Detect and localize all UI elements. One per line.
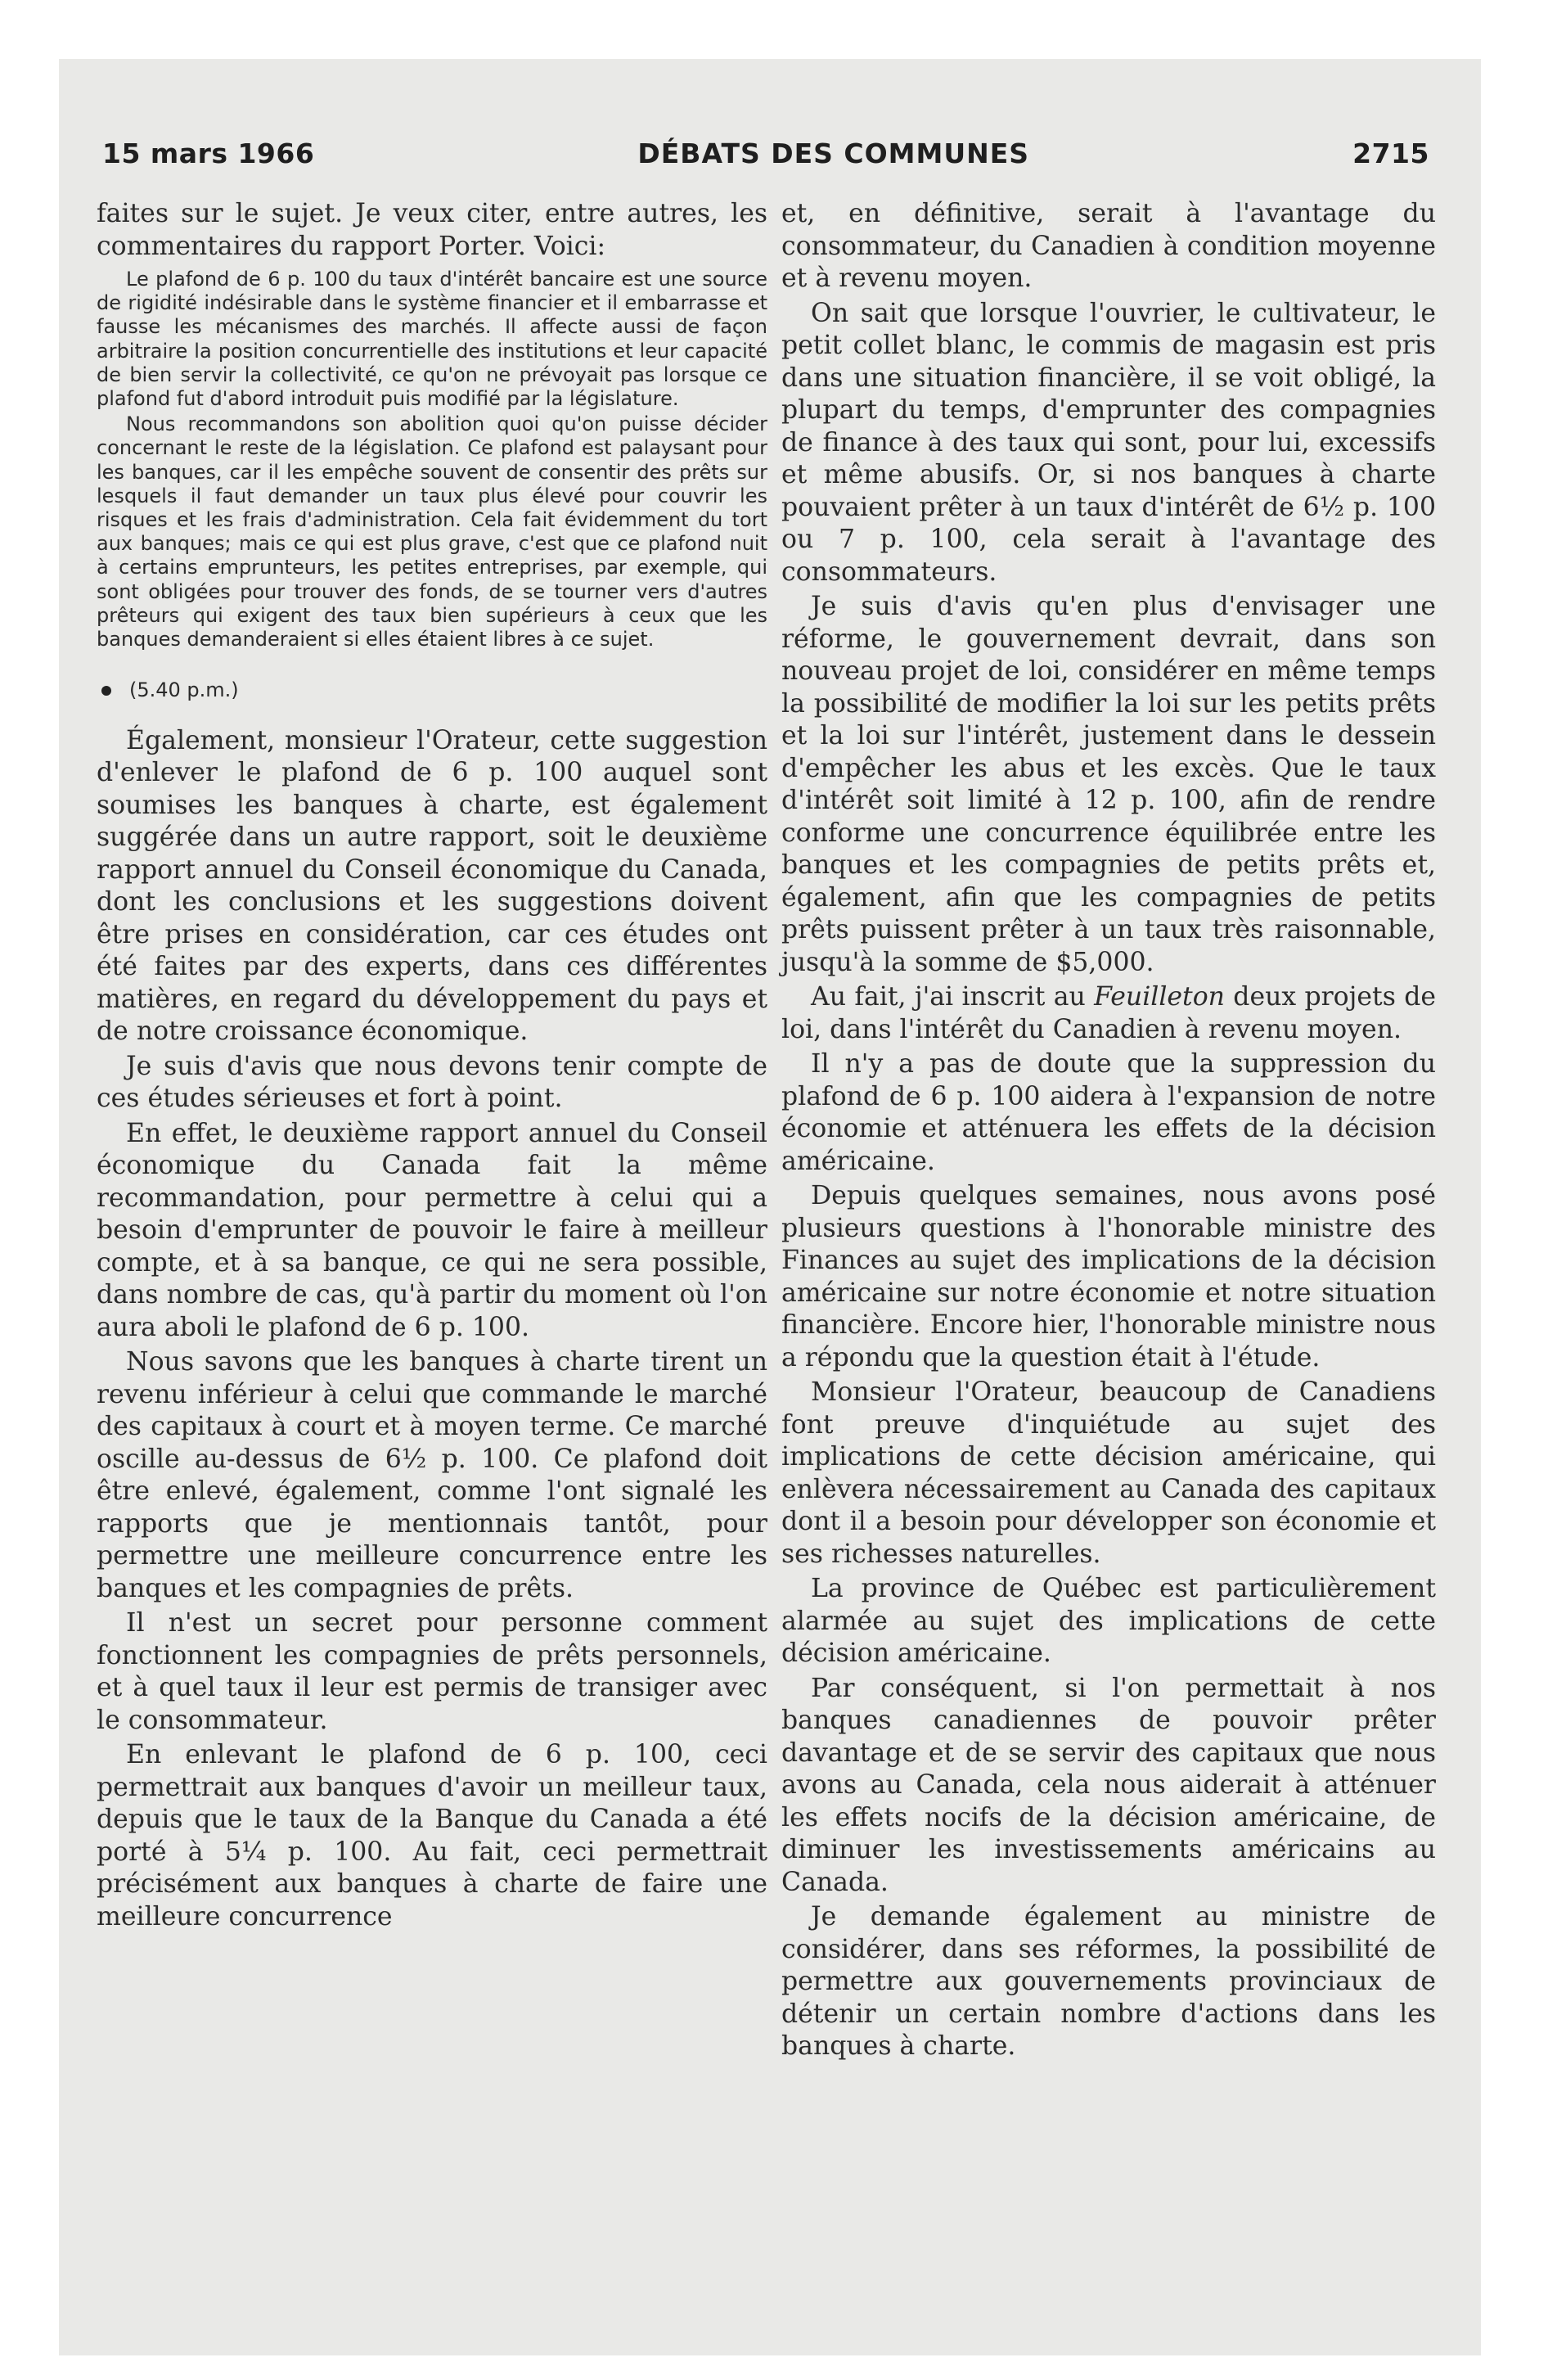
right-paragraph-7: Monsieur l'Orateur, beaucoup de Canadiens font preuve d'inquiétude au sujet des implications de cette décision américaine, qui enlèvera nécessairement au Canada des capitaux dont il a besoin pour développer son économie et ses richesses naturelles. <box>781 1377 1436 1569</box>
right-paragraph-4-start: Au fait, j'ai inscrit au <box>811 982 1095 1012</box>
time-marker-text: (5.40 p.m.) <box>129 678 239 702</box>
time-marker <box>101 674 767 707</box>
right-paragraph-10: Je demande également au ministre de considérer, dans ses réformes, la possibilité de permettre aux gouvernements provinciaux de détenir un certain nombre d'actions dans les banques à charte. <box>781 1902 1436 2061</box>
right-paragraph-8: La province de Québec est particulièrement alarmée au sujet des implications de cette décision américaine. <box>781 1574 1436 1668</box>
right-paragraph-3: Je suis d'avis qu'en plus d'envisager une réforme, le gouvernement devrait, dans son nouveau projet de loi, considérer en même temps la possibilité de modifier la loi sur les petits prêts et la loi sur l'intérêt, justement dans le dessein d'empêcher les abus et les excès. Que le taux d'intérêt soit limité à 12 p. 100, afin de rendre conforme une concurrence équilibrée entre les banques et les compagnies de petits prêts et, également, afin que les compagnies de petits prêts puissent prêter à un taux très raisonnable, jusqu'à la somme de $5,000. <box>781 592 1436 977</box>
left-paragraph-1: Également, monsieur l'Orateur, cette suggestion d'enlever le plafond de 6 p. 100 auquel sont soumises les banques à charte, est également suggérée dans un autre rapport, soit le deuxième rapport annuel du Conseil économique du Canada, dont les conclusions et les suggestions doivent être prises en considération, car ces études ont été faites par des experts, dans ces différentes matières, en regard du développement du pays et de notre croissance économique. <box>97 725 767 1047</box>
left-intro: faites sur le sujet. Je veux citer, entre autres, les commentaires du rapport Porter. Voici: <box>97 199 767 261</box>
left-paragraph-3: En effet, le deuxième rapport annuel du Conseil économique du Canada fait la même recommandation, pour permettre à celui qui a besoin d'emprunter de pouvoir le faire à meilleur compte, et à sa banque, ce qui ne sera possible, dans nombre de cas, qu'à partir du moment où l'on aura aboli le plafond de 6 p. 100. <box>97 1118 767 1342</box>
right-paragraph-4-end: deux projets de loi, dans l'intérêt du Canadien à revenu moyen. <box>781 982 1437 1044</box>
right-paragraph-1: et, en définitive, serait à l'avantage du consommateur, du Canadien à condition moyenne et à revenu moyen. <box>781 199 1436 293</box>
feuilleton-italic: Feuilleton <box>1094 982 1225 1012</box>
right-paragraph-5: Il n'y a pas de doute que la suppression du plafond de 6 p. 100 aidera à l'expansion de notre économie et atténuera les effets de la décision américaine. <box>781 1049 1436 1176</box>
porter-report-quote <box>97 268 767 651</box>
header-title: DÉBATS DES COMMUNES <box>637 137 1030 169</box>
header-page-number: 2715 <box>1352 137 1429 169</box>
bullet-icon <box>101 686 111 696</box>
right-paragraph-9: Par conséquent, si l'on permettait à nos banques canadiennes de pouvoir prêter davantage et de se servir des capitaux que nous avons au Canada, cela nous aiderait à atténuer les effets nocifs de la décision américaine, de diminuer les investissements américains au Canada. <box>781 1673 1436 1897</box>
page-header <box>102 137 1429 169</box>
right-paragraph-6: Depuis quelques semaines, nous avons posé plusieurs questions à l'honorable ministre des Finances au sujet des implications de la décision américaine sur notre économie et notre situation financière. Encore hier, l'honorable ministre nous a répondu que la question était à l'étude. <box>781 1181 1436 1373</box>
right-paragraph-4 <box>781 981 1436 1046</box>
left-column <box>97 198 767 1936</box>
left-paragraph-4: Nous savons que les banques à charte tirent un revenu inférieur à celui que commande le marché des capitaux à court et à moyen terme. Ce marché oscille au-dessus de 6½ p. 100. Ce plafond doit être enlevé, également, comme l'ont signalé les rapports que je mentionnais tantôt, pour permettre une meilleure concurrence entre les banques et les compagnies de prêts. <box>97 1347 767 1603</box>
right-paragraph-2: On sait que lorsque l'ouvrier, le cultivateur, le petit collet blanc, le commis de magasin est pris dans une situation financière, il se voit obligé, la plupart du temps, d'emprunter des compagnies de finance à des taux qui sont, pour lui, excessifs et même abusifs. Or, si nos banques à charte pouvaient prêter à un taux d'intérêt de 6½ p. 100 ou 7 p. 100, cela serait à l'avantage des consommateurs. <box>781 298 1436 587</box>
right-column <box>781 198 1436 2066</box>
left-paragraph-6: En enlevant le plafond de 6 p. 100, ceci permettrait aux banques d'avoir un meilleur taux, depuis que le taux de la Banque du Canada a été porté à 5¼ p. 100. Au fait, ceci permettrait précisément aux banques à charte de faire une meilleure concurrence <box>97 1740 767 1931</box>
header-date: 15 mars 1966 <box>102 137 315 169</box>
left-paragraph-2: Je suis d'avis que nous devons tenir compte de ces études sérieuses et fort à point. <box>97 1051 767 1114</box>
quote-paragraph-2: Nous recommandons son abolition quoi qu'on puisse décider concernant le reste de la législation. Ce plafond est palaysant pour les banques, car il les empêche souvent de consentir des prêts sur lesquels il faut demander un taux plus élevé pour couvrir les risques et les frais d'administration. Cela fait évidemment du tort aux banques; mais ce qui est plus grave, c'est que ce plafond nuit à certains emprunteurs, les petites entreprises, par exemple, qui sont obligées pour trouver des fonds, de se tourner vers d'autres prêteurs qui exigent des taux bien supérieurs à ceux que les banques demanderaient si elles étaient libres à ce sujet. <box>97 412 767 651</box>
left-paragraph-5: Il n'est un secret pour personne comment fonctionnent les compagnies de prêts personnels, et à quel taux il leur est permis de transiger avec le consommateur. <box>97 1608 767 1735</box>
quote-paragraph-1: Le plafond de 6 p. 100 du taux d'intérêt bancaire est une source de rigidité indésirable dans le système financier et il embarrasse et fausse les mécanismes des marchés. Il affecte aussi de façon arbitraire la position concurrentielle des institutions et leur capacité de bien servir la collectivité, ce qu'on ne prévoyait pas lorsque ce plafond fut d'abord introduit puis modifié par la législature. <box>97 268 767 411</box>
